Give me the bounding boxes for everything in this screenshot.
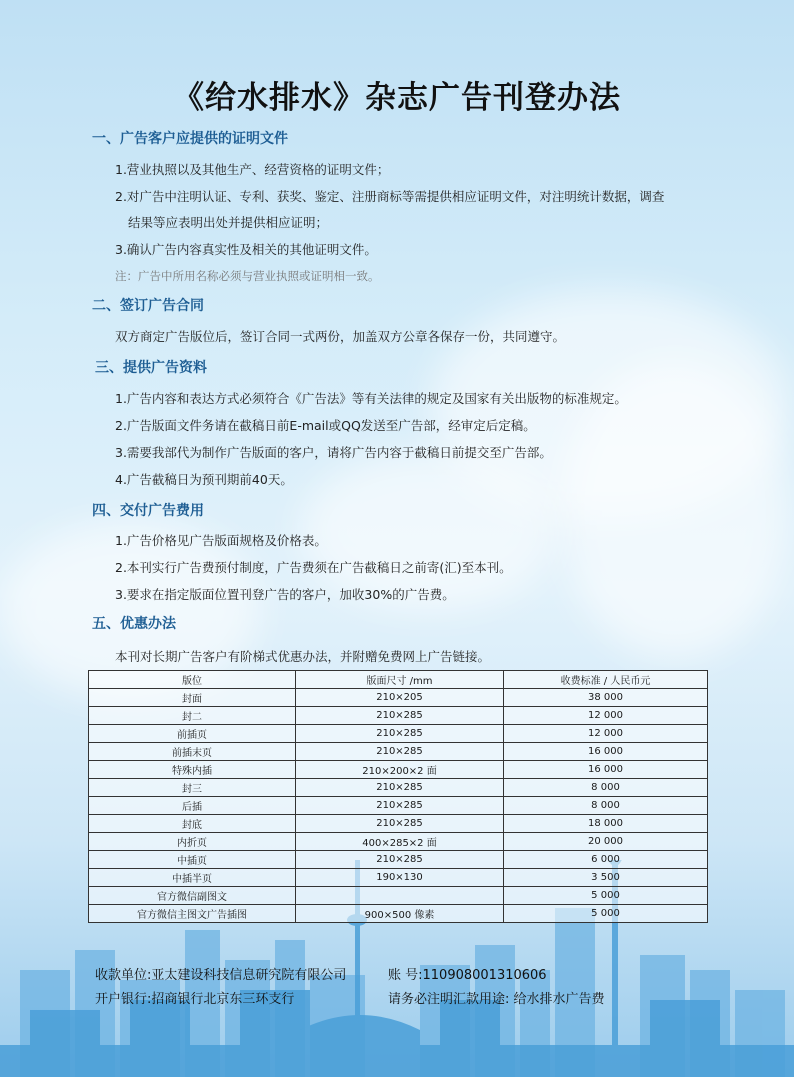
page-title: 《给水排水》杂志广告刊登办法 [173, 80, 621, 116]
cell-price: 12 000 [504, 725, 708, 743]
cell-position: 封三 [89, 779, 296, 797]
cell-position: 官方微信主图文广告插图 [89, 905, 296, 923]
cell-size: 900×500 像素 [296, 905, 504, 923]
cell-price: 12 000 [504, 707, 708, 725]
cell-price: 5 000 [504, 887, 708, 905]
table-row [89, 743, 708, 761]
cell-price: 3 500 [504, 869, 708, 887]
column-header: 版位 [89, 671, 296, 689]
cell-price: 6 000 [504, 851, 708, 869]
table-row [89, 869, 708, 887]
table-row [89, 707, 708, 725]
cell-position: 封底 [89, 815, 296, 833]
bank-text: 开户银行:招商银行北京东三环支行 [95, 992, 295, 1007]
table-row [89, 815, 708, 833]
section-heading: 五、优惠办法 [92, 616, 176, 632]
table-row [89, 833, 708, 851]
cell-size: 210×200×2 面 [296, 761, 504, 779]
section-text: 1.广告价格见广告版面规格及价格表。 [115, 533, 327, 548]
cell-size [296, 887, 504, 905]
cell-size: 210×285 [296, 743, 504, 761]
column-header: 版面尺寸 /mm [296, 671, 504, 689]
section-text: 结果等应表明出处并提供相应证明； [128, 215, 329, 230]
table-row [89, 905, 708, 923]
table-header-row [89, 671, 708, 689]
cell-position: 中插半页 [89, 869, 296, 887]
section-text: 本刊对长期广告客户有阶梯式优惠办法，并附赠免费网上广告链接。 [115, 649, 491, 664]
cell-price: 8 000 [504, 779, 708, 797]
cell-price: 38 000 [504, 689, 708, 707]
payee-text: 收款单位:亚太建设科技信息研究院有限公司 [95, 968, 347, 983]
cell-size: 210×285 [296, 779, 504, 797]
cell-price: 16 000 [504, 761, 708, 779]
section-heading: 四、交付广告费用 [92, 503, 204, 519]
cell-size: 400×285×2 面 [296, 833, 504, 851]
cell-size: 210×285 [296, 797, 504, 815]
section-text: 双方商定广告版位后，签订合同一式两份，加盖双方公章各保存一份，共同遵守。 [115, 329, 566, 344]
cell-size: 210×285 [296, 725, 504, 743]
table-row [89, 689, 708, 707]
section-text: 4.广告截稿日为预刊期前40天。 [115, 472, 293, 487]
section-text: 1.营业执照以及其他生产、经营资格的证明文件； [115, 162, 390, 177]
section-heading: 一、广告客户应提供的证明文件 [92, 131, 288, 147]
table-row [89, 761, 708, 779]
cell-position: 特殊内插 [89, 761, 296, 779]
account-text: 账 号:110908001310606 [388, 968, 547, 983]
cell-size: 210×285 [296, 707, 504, 725]
cell-size: 210×285 [296, 851, 504, 869]
cell-position: 封面 [89, 689, 296, 707]
table-row [89, 779, 708, 797]
cell-price: 16 000 [504, 743, 708, 761]
cell-position: 内折页 [89, 833, 296, 851]
cell-size: 210×285 [296, 815, 504, 833]
table-row [89, 887, 708, 905]
cell-size: 210×205 [296, 689, 504, 707]
cell-position: 封二 [89, 707, 296, 725]
cell-price: 8 000 [504, 797, 708, 815]
cell-position: 前插末页 [89, 743, 296, 761]
cell-price: 18 000 [504, 815, 708, 833]
section-text: 2.本刊实行广告费预付制度，广告费须在广告截稿日之前寄(汇)至本刊。 [115, 560, 512, 575]
section-heading: 三、提供广告资料 [95, 360, 207, 376]
table-row [89, 797, 708, 815]
cell-price: 20 000 [504, 833, 708, 851]
price-table [88, 670, 708, 923]
note-text: 注：广告中所用名称必须与营业执照或证明相一致。 [115, 269, 380, 283]
remark-text: 请务必注明汇款用途: 给水排水广告费 [388, 992, 605, 1007]
cell-position: 前插页 [89, 725, 296, 743]
section-heading: 二、签订广告合同 [92, 298, 204, 314]
column-header: 收费标准 / 人民币元 [504, 671, 708, 689]
table-row [89, 851, 708, 869]
section-text: 2.广告版面文件务请在截稿日前E-mail或QQ发送至广告部，经审定后定稿。 [115, 418, 536, 433]
cell-size: 190×130 [296, 869, 504, 887]
table-row [89, 725, 708, 743]
section-text: 2.对广告中注明认证、专利、获奖、鉴定、注册商标等需提供相应证明文件，对注明统计数据，调查 [115, 189, 665, 204]
section-text: 3.需要我部代为制作广告版面的客户，请将广告内容于截稿日前提交至广告部。 [115, 445, 552, 460]
section-text: 3.要求在指定版面位置刊登广告的客户，加收30%的广告费。 [115, 587, 455, 602]
cell-position: 中插页 [89, 851, 296, 869]
cell-position: 官方微信副图文 [89, 887, 296, 905]
cell-position: 后插 [89, 797, 296, 815]
cell-price: 5 000 [504, 905, 708, 923]
section-text: 3.确认广告内容真实性及相关的其他证明文件。 [115, 242, 377, 257]
section-text: 1.广告内容和表达方式必须符合《广告法》等有关法律的规定及国家有关出版物的标准规定。 [115, 391, 627, 406]
